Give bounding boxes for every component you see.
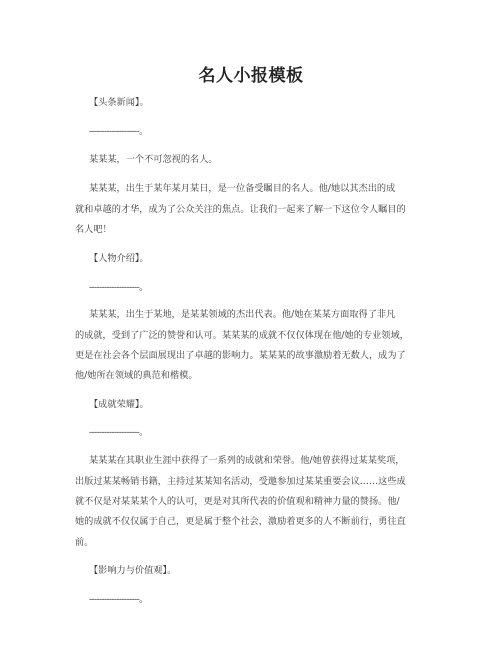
- paragraph-line: 就不仅是对某某某个人的认可，更是对其所代表的价值观和精神力量的赞扬。他/: [75, 496, 400, 507]
- paragraph-line: 前。: [75, 537, 94, 548]
- paragraph-line: 某某某，出生于某年某月某日，是一位备受瞩目的名人。他/她以其杰出的成: [89, 183, 396, 194]
- paragraph-line: 就和卓越的才华，成为了公众关注的焦点。让我们一起来了解一下这位令人瞩目的: [75, 204, 406, 215]
- divider-line: --------------------。: [89, 282, 148, 293]
- paragraph-line: 的成就，受到了广泛的赞誉和认可。某某某的成就不仅仅体现在他/她的专业领域，: [75, 330, 409, 341]
- paragraph-line: 某某某在其职业生涯中获得了一系列的成就和荣誉。他/她曾获得过某某奖项，: [89, 455, 405, 466]
- section-heading-achievements: 【成就荣耀】。: [89, 399, 149, 410]
- paragraph-line: 更是在社会各个层面展现出了卓越的影响力。某某某的故事激励着无数人，成为了: [75, 350, 406, 361]
- paragraph-line: 名人吧！: [75, 224, 112, 235]
- divider-line: --------------------。: [89, 594, 148, 605]
- section-heading-profile: 【人物介绍】。: [89, 253, 149, 264]
- section-heading-headline-news: 【头条新闻】。: [89, 97, 149, 108]
- section-heading-influence-values: 【影响力与价值观】。: [89, 565, 177, 576]
- divider-line: --------------------。: [89, 427, 148, 438]
- paragraph-line: 他/她所在领域的典范和楷模。: [75, 370, 198, 381]
- paragraph-line: 某某某，出生于某地，是某某领域的杰出代表。他/她在某某方面取得了非凡: [89, 309, 396, 320]
- paragraph-line: 出版过某某畅销书籍，主持过某某知名活动，受邀参加过某某重要会议……这些成: [75, 476, 406, 487]
- paragraph-line: 某某某，一个不可忽视的名人。: [89, 154, 218, 165]
- paragraph-line: 她的成就不仅仅属于自己，更是属于整个社会，激励着更多的人不断前行，勇往直: [75, 516, 406, 527]
- divider-line: --------------------。: [89, 126, 148, 137]
- page-title: 名人小报模板: [198, 66, 304, 86]
